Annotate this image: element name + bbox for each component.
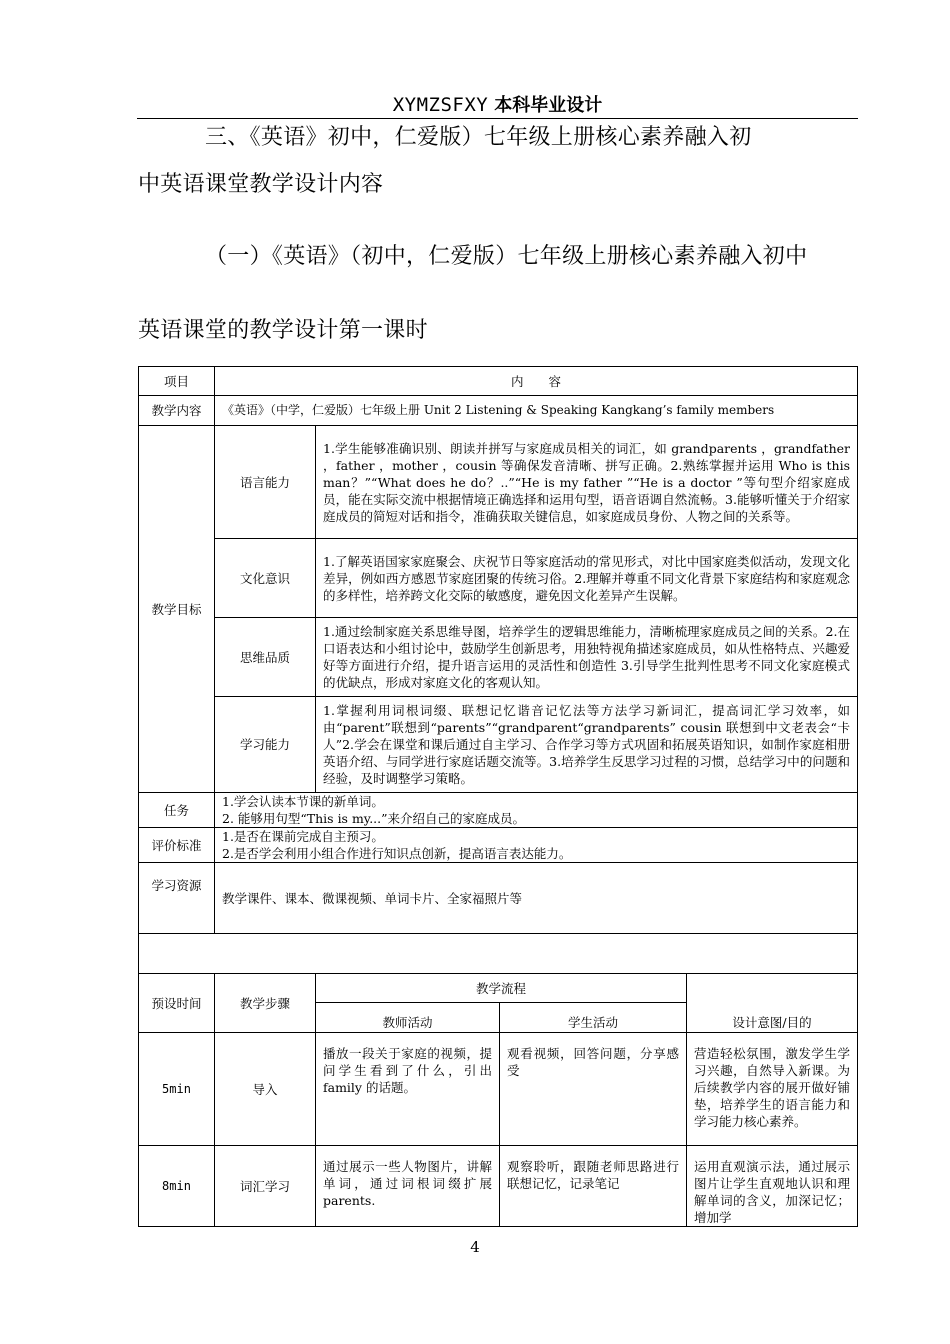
flow-purpose: 营造轻松氛围，激发学生学习兴趣，自然导入新课。为后续教学内容的展开做好铺垫，培养学生的语言能力和学习能力核心素养。 <box>687 1033 858 1146</box>
flow-header: 教学流程 <box>316 974 687 1003</box>
table-row <box>139 1033 858 1146</box>
teaching-content-value: 《英语》（中学，仁爱版）七年级上册 Unit 2 Listening & Speaking Kangkang’s family members <box>215 396 858 426</box>
table-header-row <box>139 367 858 396</box>
objective-text: 1.掌握利用词根词缀、联想记忆谐音记忆法等方法学习新词汇，提高词汇学习效率，如由“parent”联想到“parents”“grandparent“grandparents” cousin 联想到中文老表会“卡人”2.学会在课堂和课后通过自主学习、合作学习等方式巩固和拓展英语知识，如制作家庭相册英语介绍、与同学进行家庭话题交流等。3.培养学生反思学习过程的习惯，总结学习中的问题和经验，及时调整学习策略。 <box>316 697 858 793</box>
list-item: 1.学会认读本节课的新单词。 <box>222 794 384 809</box>
list-item: 2. 能够用句型“This is my...”来介绍自己的家庭成员。 <box>222 811 526 826</box>
objective-name: 思维品质 <box>215 618 316 697</box>
page-number: 4 <box>470 1238 480 1256</box>
objective-row <box>139 618 858 697</box>
objective-text: 1.学生能够准确识别、朗读并拼写与家庭成员相关的词汇，如 grandparents ，grandfather ，father ，mother ，cousin 等确保发音清晰、拼写正确。2.熟练掌握并运用 Who is this man？”“What does he do？..”“He is my father ”“He is a doctor ”等句型介绍家庭成员，能在实际交流中根据情境正确选择和运用句型，语音语调自然流畅。3.能够听懂关于介绍家庭成员的简短对话和指令，准确获取关键信息，如家庭成员身份、人物之间的关系等。 <box>316 426 858 539</box>
flow-step: 词汇学习 <box>215 1146 316 1227</box>
flow-student: 观看视频，回答问题，分享感受 <box>500 1033 687 1146</box>
flow-time: 5min <box>139 1033 215 1146</box>
flow-step: 导入 <box>215 1033 316 1146</box>
purpose-header: 设计意图/目的 <box>687 974 858 1033</box>
list-item: 2.是否学会利用小组合作进行知识点创新，提高语言表达能力。 <box>222 846 572 861</box>
flow-teacher: 通过展示一些人物图片，讲解单词，通过词根词缀扩展 parents. <box>316 1146 500 1227</box>
teaching-content-row <box>139 396 858 426</box>
header-code: XYMZSFXY <box>392 94 489 116</box>
subsection-heading-line2: 英语课堂的教学设计第一课时 <box>138 318 428 343</box>
list-item: 1.是否在课前完成自主预习。 <box>222 829 384 844</box>
task-list <box>215 793 858 828</box>
header-title: 本科毕业设计 <box>494 95 603 116</box>
section-heading-line2: 中英语课堂教学设计内容 <box>138 172 384 197</box>
step-header: 教学步骤 <box>215 974 316 1033</box>
resources-row <box>139 863 858 934</box>
time-header: 预设时间 <box>139 974 215 1033</box>
table-row <box>139 1146 858 1227</box>
running-header <box>137 92 858 119</box>
evaluation-list <box>215 828 858 863</box>
flow-purpose: 运用直观演示法，通过展示图片让学生直观地认识和理解单词的含义，加深记忆；增加学 <box>687 1146 858 1227</box>
subsection-heading-line1: （一）《英语》（初中，仁爱版）七年级上册核心素养融入初中 <box>205 244 808 269</box>
objective-row <box>139 426 858 539</box>
objective-name: 语言能力 <box>215 426 316 539</box>
spacer-row <box>139 934 858 974</box>
lesson-plan-table <box>138 366 858 1227</box>
teaching-content-label: 教学内容 <box>139 396 215 426</box>
teacher-header: 教师活动 <box>316 1003 500 1033</box>
content-label: 内 容 <box>215 367 858 396</box>
task-label: 任务 <box>139 793 215 828</box>
evaluation-row <box>139 828 858 863</box>
student-header: 学生活动 <box>500 1003 687 1033</box>
objectives-label: 教学目标 <box>139 426 215 793</box>
header-rule <box>137 118 858 119</box>
objective-row <box>139 539 858 618</box>
flow-student: 观察聆听，跟随老师思路进行联想记忆，记录笔记 <box>500 1146 687 1227</box>
section-heading-line1: 三、《英语》初中，仁爱版）七年级上册核心素养融入初 <box>205 125 752 150</box>
objective-name: 文化意识 <box>215 539 316 618</box>
objective-text: 1.了解英语国家家庭聚会、庆祝节日等家庭活动的常见形式，对比中国家庭类似活动，发现文化差异，例如西方感恩节家庭团聚的传统习俗。2.理解并尊重不同文化背景下家庭结构和家庭观念的多样性，培养跨文化交际的敏感度，避免因文化差异产生误解。 <box>316 539 858 618</box>
item-label: 项目 <box>139 367 215 396</box>
resources-label: 学习资源 <box>139 863 215 934</box>
evaluation-label: 评价标准 <box>139 828 215 863</box>
task-row <box>139 793 858 828</box>
flow-teacher: 播放一段关于家庭的视频，提问学生看到了什么，引出 family 的话题。 <box>316 1033 500 1146</box>
objective-row <box>139 697 858 793</box>
resources-value: 教学课件、课本、微课视频、单词卡片、全家福照片等 <box>215 863 858 934</box>
objective-name: 学习能力 <box>215 697 316 793</box>
empty-cell <box>139 934 858 974</box>
flow-time: 8min <box>139 1146 215 1227</box>
flow-header-row <box>139 974 858 1003</box>
objective-text: 1.通过绘制家庭关系思维导图，培养学生的逻辑思维能力，清晰梳理家庭成员之间的关系。2.在口语表达和小组讨论中，鼓励学生创新思考，用独特视角描述家庭成员，如从性格特点、兴趣爱好等方面进行介绍，提升语言运用的灵活性和创造性 3.引导学生批判性思考不同文化家庭模式的优缺点，形成对家庭文化的客观认知。 <box>316 618 858 697</box>
